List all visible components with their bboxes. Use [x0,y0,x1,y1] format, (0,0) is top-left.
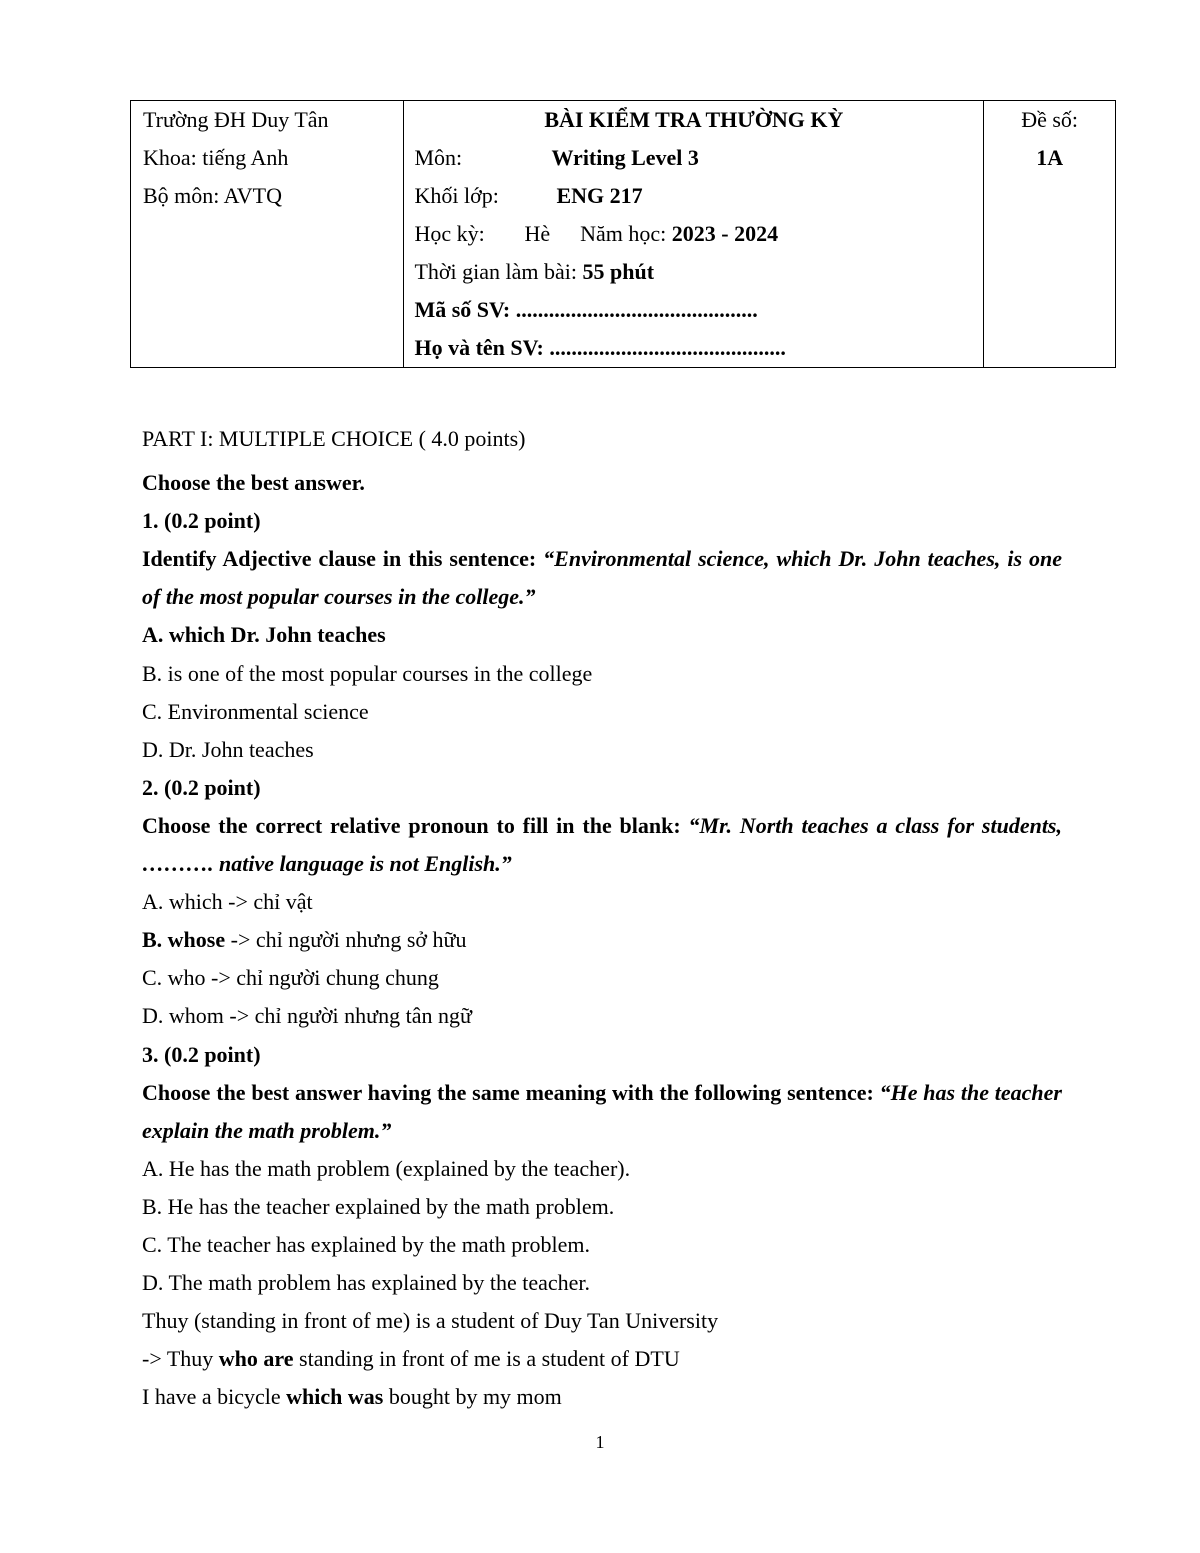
question-2-prompt: Choose the correct relative pronoun to fill in the blank: [142,812,689,838]
semester-label: Học kỳ: [414,221,485,246]
faculty-name: Khoa: tiếng Anh [143,145,289,170]
note-line-2-pre: -> Thuy [142,1346,219,1372]
question-1-option-a: A. which Dr. John teaches [142,622,386,648]
note-line-3-pre: I have a bicycle [142,1384,287,1410]
exam-number-label: Đề số: [1021,107,1079,132]
note-line-3-post: bought by my mom [383,1384,562,1410]
question-2-option-b-answer: B. whose [142,927,226,953]
time-value: 55 phút [582,259,655,284]
year-label: Năm học: [580,221,667,246]
question-1-quote: “Environmental science, which Dr. John teaches, is one of the most popular courses in the college.” [142,546,1063,610]
exam-title: BÀI KIỂM TRA THƯỜNG KỲ [544,107,844,132]
semester-value: Hè [524,221,551,246]
time-label: Thời gian làm bài: [414,259,577,284]
part-title: PART I: MULTIPLE CHOICE ( 4.0 points) [142,426,526,451]
question-1-number: 1. (0.2 point) [142,508,261,534]
header-right-cell [984,101,1115,367]
subject-label: Môn: [414,145,463,170]
department-name: Bộ môn: AVTQ [143,183,282,208]
question-3-text [142,1074,1062,1150]
student-id-field: Mã số SV: ............................................ [414,297,758,322]
note-line-1: Thuy (standing in front of me) is a student of Duy Tan University [142,1308,719,1334]
note-line-2 [142,1340,1062,1378]
subject-value: Writing Level 3 [551,145,699,170]
note-line-3 [142,1378,1062,1416]
note-line-3-bold: which was [286,1384,384,1410]
question-3-option-d: D. The math problem has explained by the teacher. [142,1270,591,1296]
page-number: 1 [595,1432,605,1452]
header-middle-cell [404,101,984,367]
note-line-2-bold: who are [218,1346,294,1372]
school-name: Trường ĐH Duy Tân [143,107,329,132]
question-1-option-b: B. is one of the most popular courses in the college [142,660,593,686]
question-3-option-a: A. He has the math problem (explained by the teacher). [142,1155,631,1181]
question-2-option-d: D. whom -> chỉ người nhưng tân ngữ [142,1003,472,1029]
question-3-prompt: Choose the best answer having the same meaning with the following sentence: [142,1079,880,1105]
question-1-text [142,540,1062,616]
note-line-2-post: standing in front of me is a student of DTU [293,1346,680,1372]
question-3-option-b: B. He has the teacher explained by the math problem. [142,1193,615,1219]
exam-number-value: 1A [1036,145,1064,170]
question-2-option-b-note: -> chỉ người nhưng sở hữu [225,927,467,953]
class-label: Khối lớp: [414,183,499,208]
header-left-cell [131,101,404,367]
question-1-option-d: D. Dr. John teaches [142,736,314,762]
question-2-text [142,807,1062,883]
class-value: ENG 217 [556,183,643,208]
part-instruction: Choose the best answer. [142,470,365,496]
question-1-prompt: Identify Adjective clause in this sentence: [142,546,544,572]
year-value: 2023 - 2024 [671,221,779,246]
student-name-field: Họ và tên SV: ........................................... [414,335,786,360]
question-2-number: 2. (0.2 point) [142,774,261,800]
question-3-option-c: C. The teacher has explained by the math problem. [142,1231,591,1257]
question-2-option-a: A. which -> chỉ vật [142,889,313,915]
question-2-option-c: C. who -> chỉ người chung chung [142,965,439,991]
question-2-quote: “Mr. North teaches a class for students, ………. native language is not English.” [142,812,1062,877]
question-3-number: 3. (0.2 point) [142,1041,261,1067]
question-2-option-b [142,921,1062,959]
question-3-quote: “He has the teacher explain the math problem.” [142,1079,1062,1143]
question-1-option-c: C. Environmental science [142,698,369,724]
header-table [130,100,1116,368]
exam-body [142,420,1062,1416]
